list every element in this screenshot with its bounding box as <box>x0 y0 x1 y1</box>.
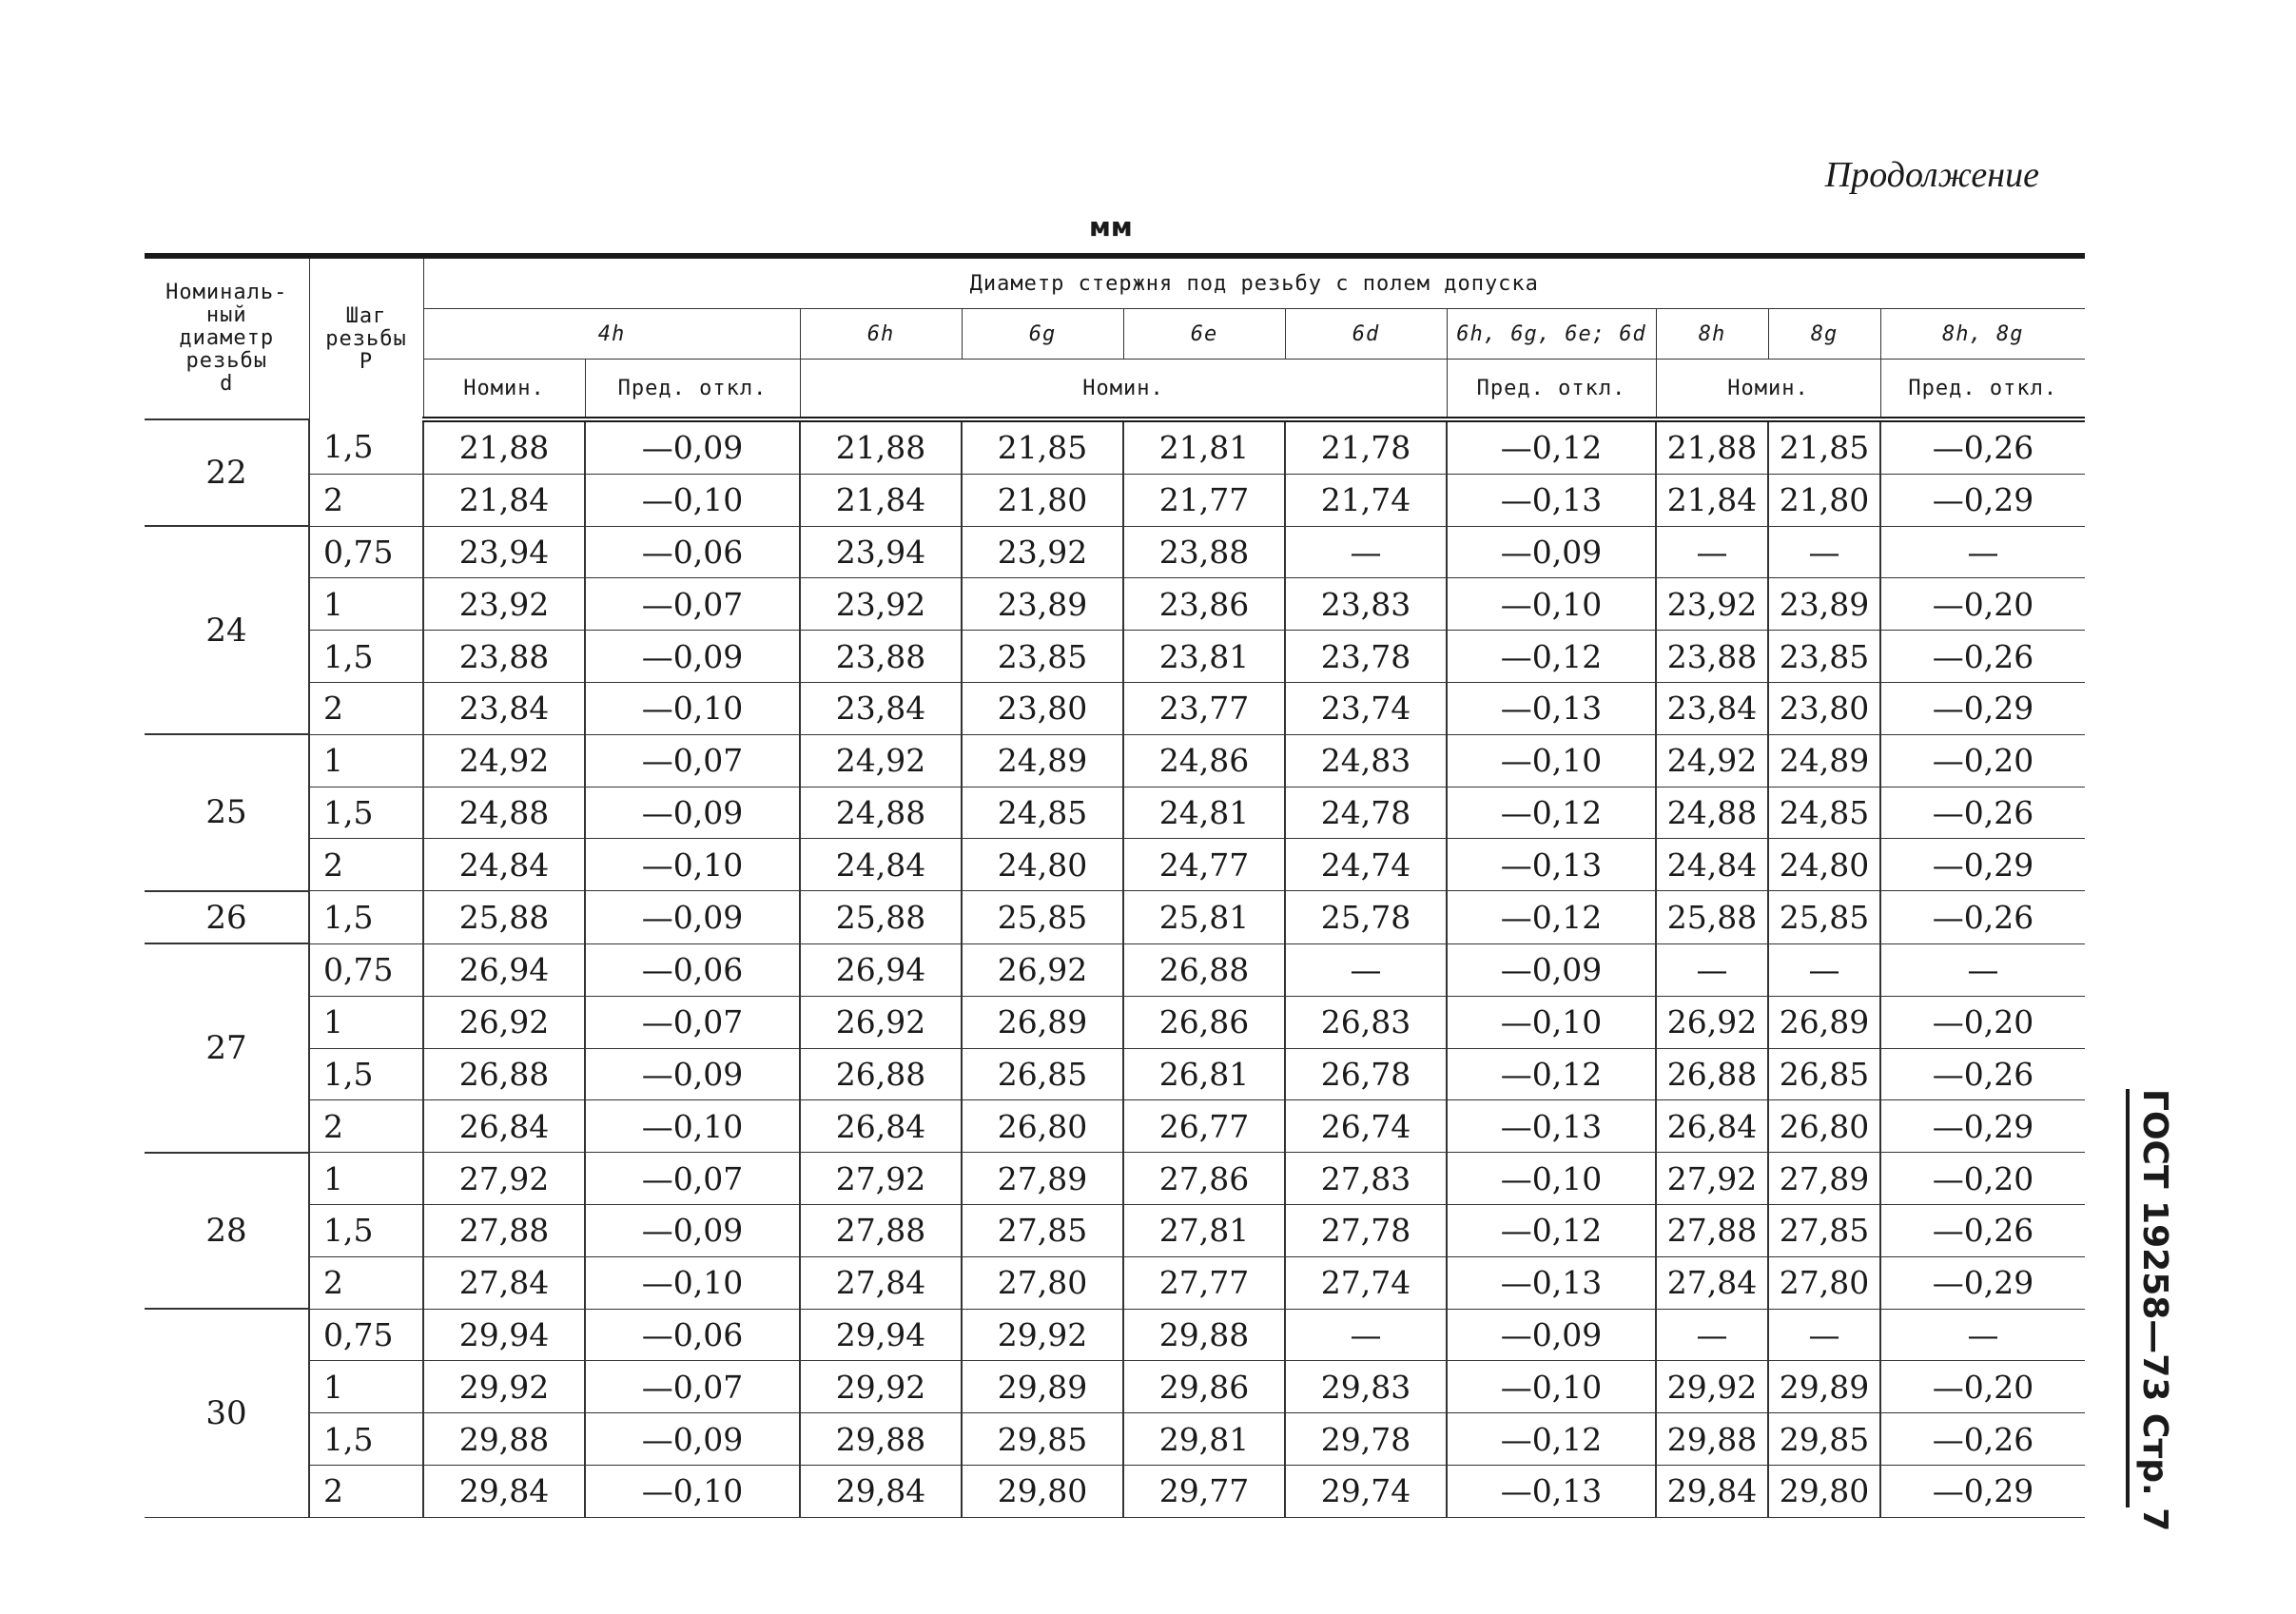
value-cell: 23,78 <box>1285 631 1447 683</box>
value-cell: 23,81 <box>1123 631 1285 683</box>
value-cell: 27,74 <box>1285 1256 1447 1309</box>
table-row <box>145 943 2085 996</box>
value-cell: —0,07 <box>585 578 800 631</box>
value-cell: —0,09 <box>585 631 800 683</box>
value-cell: 24,86 <box>1123 734 1285 787</box>
value-cell: —0,26 <box>1880 787 2085 839</box>
value-cell: —0,12 <box>1447 1204 1656 1256</box>
table-row <box>145 891 2085 944</box>
value-cell: 29,86 <box>1123 1361 1285 1413</box>
value-cell: 29,85 <box>962 1413 1123 1466</box>
value-cell: —0,12 <box>1447 787 1656 839</box>
value-cell: 29,92 <box>1656 1361 1768 1413</box>
nominal-diameter-cell: 26 <box>145 891 309 944</box>
pitch-cell: 1,5 <box>309 891 423 944</box>
value-cell: —0,10 <box>1447 996 1656 1048</box>
value-cell: 26,84 <box>423 1100 585 1153</box>
value-cell: 26,89 <box>962 996 1123 1048</box>
value-cell: —0,26 <box>1880 631 2085 683</box>
pitch-cell: 2 <box>309 1100 423 1153</box>
value-cell: 23,74 <box>1285 682 1447 734</box>
value-cell: 29,88 <box>1123 1309 1285 1361</box>
value-cell: 24,74 <box>1285 839 1447 891</box>
header-tol-8-deviation: 8h, 8g <box>1880 309 2085 360</box>
value-cell: 29,94 <box>423 1309 585 1361</box>
value-cell: —0,10 <box>585 474 800 526</box>
value-cell: —0,26 <box>1880 891 2085 944</box>
header-tol-6e: 6e <box>1123 309 1285 360</box>
value-cell: 23,94 <box>800 526 962 578</box>
value-cell: 27,84 <box>800 1256 962 1309</box>
nominal-diameter-cell: 24 <box>145 526 309 734</box>
value-cell: —0,09 <box>585 891 800 944</box>
value-cell: 23,88 <box>1656 631 1768 683</box>
value-cell: — <box>1285 526 1447 578</box>
value-cell: — <box>1768 943 1880 996</box>
pitch-cell: 1 <box>309 1153 423 1205</box>
value-cell: 23,83 <box>1285 578 1447 631</box>
pitch-cell: 1,5 <box>309 631 423 683</box>
value-cell: — <box>1768 1309 1880 1361</box>
value-cell: — <box>1880 526 2085 578</box>
value-cell: —0,20 <box>1880 1153 2085 1205</box>
header-tol-8h: 8h <box>1656 309 1768 360</box>
value-cell: 21,84 <box>800 474 962 526</box>
value-cell: 25,88 <box>423 891 585 944</box>
value-cell: 29,84 <box>800 1465 962 1517</box>
nominal-diameter-cell: 22 <box>145 419 309 526</box>
header-group-title: Диаметр стержня под резьбу с полем допуска <box>423 256 2085 309</box>
value-cell: — <box>1768 526 1880 578</box>
value-cell: 24,92 <box>800 734 962 787</box>
value-cell: 21,77 <box>1123 474 1285 526</box>
value-cell: 24,81 <box>1123 787 1285 839</box>
value-cell: 23,88 <box>1123 526 1285 578</box>
pitch-cell: 1 <box>309 1361 423 1413</box>
value-cell: 27,85 <box>962 1204 1123 1256</box>
value-cell: 25,81 <box>1123 891 1285 944</box>
value-cell: 23,94 <box>423 526 585 578</box>
value-cell: 27,80 <box>1768 1256 1880 1309</box>
table-row <box>145 1048 2085 1100</box>
header-tol-6h: 6h <box>800 309 962 360</box>
value-cell: —0,26 <box>1880 1204 2085 1256</box>
value-cell: 26,92 <box>800 996 962 1048</box>
pitch-cell: 1,5 <box>309 1204 423 1256</box>
pitch-cell: 2 <box>309 1465 423 1517</box>
value-cell: — <box>1285 943 1447 996</box>
table-row <box>145 631 2085 683</box>
value-cell: —0,07 <box>585 1361 800 1413</box>
pitch-cell: 1,5 <box>309 1413 423 1466</box>
value-cell: —0,29 <box>1880 1100 2085 1153</box>
value-cell: —0,09 <box>585 1413 800 1466</box>
value-cell: —0,29 <box>1880 1256 2085 1309</box>
value-cell: —0,26 <box>1880 1048 2085 1100</box>
pitch-cell: 1 <box>309 734 423 787</box>
value-cell: —0,26 <box>1880 419 2085 474</box>
pitch-cell: 1 <box>309 996 423 1048</box>
value-cell: 23,92 <box>962 526 1123 578</box>
value-cell: 29,89 <box>962 1361 1123 1413</box>
value-cell: —0,20 <box>1880 1361 2085 1413</box>
value-cell: —0,12 <box>1447 1413 1656 1466</box>
value-cell: 26,88 <box>800 1048 962 1100</box>
value-cell: 24,84 <box>423 839 585 891</box>
value-cell: —0,12 <box>1447 631 1656 683</box>
value-cell: 26,78 <box>1285 1048 1447 1100</box>
table-row <box>145 996 2085 1048</box>
value-cell: 29,88 <box>1656 1413 1768 1466</box>
value-cell: 21,84 <box>1656 474 1768 526</box>
value-cell: —0,13 <box>1447 839 1656 891</box>
value-cell: 26,80 <box>1768 1100 1880 1153</box>
value-cell: 29,88 <box>800 1413 962 1466</box>
value-cell: 26,77 <box>1123 1100 1285 1153</box>
value-cell: — <box>1656 943 1768 996</box>
header-deviation-4h: Пред. откл. <box>585 360 800 420</box>
pitch-cell: 1,5 <box>309 787 423 839</box>
table-row <box>145 839 2085 891</box>
table-row <box>145 578 2085 631</box>
value-cell: — <box>1285 1309 1447 1361</box>
value-cell: 29,80 <box>1768 1465 1880 1517</box>
value-cell: 23,92 <box>800 578 962 631</box>
value-cell: —0,29 <box>1880 474 2085 526</box>
value-cell: 29,78 <box>1285 1413 1447 1466</box>
value-cell: —0,12 <box>1447 891 1656 944</box>
header-nominal-4h: Номин. <box>423 360 585 420</box>
value-cell: 21,81 <box>1123 419 1285 474</box>
value-cell: 27,83 <box>1285 1153 1447 1205</box>
value-cell: 29,92 <box>423 1361 585 1413</box>
value-cell: —0,09 <box>1447 1309 1656 1361</box>
value-cell: —0,12 <box>1447 419 1656 474</box>
value-cell: —0,10 <box>585 1465 800 1517</box>
value-cell: 26,85 <box>962 1048 1123 1100</box>
value-cell: 25,85 <box>1768 891 1880 944</box>
value-cell: 27,77 <box>1123 1256 1285 1309</box>
value-cell: 24,80 <box>962 839 1123 891</box>
table-row <box>145 1413 2085 1466</box>
value-cell: 24,88 <box>800 787 962 839</box>
value-cell: — <box>1880 1309 2085 1361</box>
value-cell: 23,80 <box>962 682 1123 734</box>
pitch-cell: 0,75 <box>309 943 423 996</box>
value-cell: 23,92 <box>1656 578 1768 631</box>
header-tol-8g: 8g <box>1768 309 1880 360</box>
side-stamp <box>2126 1089 2183 1532</box>
value-cell: — <box>1656 1309 1768 1361</box>
standard-page-label: ГОСТ 19258—73 Стр. 7 <box>2135 1089 2174 1532</box>
nominal-diameter-cell: 28 <box>145 1153 309 1309</box>
pitch-cell: 1,5 <box>309 419 423 474</box>
value-cell: 25,78 <box>1285 891 1447 944</box>
value-cell: 26,84 <box>1656 1100 1768 1153</box>
value-cell: 24,92 <box>1656 734 1768 787</box>
value-cell: 27,88 <box>1656 1204 1768 1256</box>
value-cell: 26,92 <box>962 943 1123 996</box>
value-cell: —0,07 <box>585 734 800 787</box>
value-cell: —0,09 <box>585 1204 800 1256</box>
table-row <box>145 682 2085 734</box>
value-cell: 23,85 <box>962 631 1123 683</box>
value-cell: 21,88 <box>423 419 585 474</box>
value-cell: 29,88 <box>423 1413 585 1466</box>
table-row <box>145 1100 2085 1153</box>
value-cell: 24,85 <box>962 787 1123 839</box>
value-cell: 24,84 <box>1656 839 1768 891</box>
value-cell: —0,10 <box>1447 1153 1656 1205</box>
value-cell: 25,85 <box>962 891 1123 944</box>
value-cell: —0,13 <box>1447 474 1656 526</box>
value-cell: 21,88 <box>800 419 962 474</box>
value-cell: 29,92 <box>962 1309 1123 1361</box>
value-cell: 29,84 <box>1656 1465 1768 1517</box>
value-cell: —0,09 <box>585 1048 800 1100</box>
table-row <box>145 1361 2085 1413</box>
value-cell: 26,89 <box>1768 996 1880 1048</box>
value-cell: 24,89 <box>1768 734 1880 787</box>
table-row <box>145 474 2085 526</box>
value-cell: 26,94 <box>423 943 585 996</box>
value-cell: 26,86 <box>1123 996 1285 1048</box>
value-cell: 24,89 <box>962 734 1123 787</box>
value-cell: 21,85 <box>1768 419 1880 474</box>
nominal-diameter-cell: 25 <box>145 734 309 890</box>
value-cell: 23,89 <box>1768 578 1880 631</box>
header-nominal-6: Номин. <box>800 360 1447 420</box>
value-cell: —0,07 <box>585 996 800 1048</box>
value-cell: 29,84 <box>423 1465 585 1517</box>
value-cell: 26,88 <box>1123 943 1285 996</box>
value-cell: 24,88 <box>1656 787 1768 839</box>
table-row <box>145 787 2085 839</box>
table-row <box>145 1309 2085 1361</box>
value-cell: 26,88 <box>423 1048 585 1100</box>
value-cell: 21,88 <box>1656 419 1768 474</box>
value-cell: 23,84 <box>800 682 962 734</box>
value-cell: —0,09 <box>585 419 800 474</box>
value-cell: 29,85 <box>1768 1413 1880 1466</box>
value-cell: —0,13 <box>1447 1256 1656 1309</box>
header-tol-6d: 6d <box>1285 309 1447 360</box>
value-cell: —0,10 <box>585 682 800 734</box>
value-cell: 23,88 <box>800 631 962 683</box>
value-cell: —0,10 <box>585 1256 800 1309</box>
value-cell: 27,88 <box>800 1204 962 1256</box>
value-cell: — <box>1880 943 2085 996</box>
value-cell: —0,13 <box>1447 682 1656 734</box>
value-cell: 23,84 <box>423 682 585 734</box>
value-cell: 27,81 <box>1123 1204 1285 1256</box>
value-cell: 24,77 <box>1123 839 1285 891</box>
value-cell: 24,85 <box>1768 787 1880 839</box>
value-cell: —0,07 <box>585 1153 800 1205</box>
value-cell: 23,89 <box>962 578 1123 631</box>
value-cell: 21,80 <box>962 474 1123 526</box>
pitch-cell: 2 <box>309 474 423 526</box>
value-cell: 26,81 <box>1123 1048 1285 1100</box>
header-tol-6g: 6g <box>962 309 1123 360</box>
value-cell: 27,89 <box>1768 1153 1880 1205</box>
value-cell: —0,29 <box>1880 839 2085 891</box>
value-cell: —0,10 <box>1447 1361 1656 1413</box>
value-cell: —0,13 <box>1447 1465 1656 1517</box>
table-row <box>145 734 2085 787</box>
table-row <box>145 1256 2085 1309</box>
value-cell: 26,84 <box>800 1100 962 1153</box>
thread-diameter-table <box>145 253 2085 1518</box>
value-cell: 27,92 <box>800 1153 962 1205</box>
value-cell: 24,88 <box>423 787 585 839</box>
header-tol-4h: 4h <box>423 309 800 360</box>
value-cell: 26,80 <box>962 1100 1123 1153</box>
value-cell: —0,12 <box>1447 1048 1656 1100</box>
value-cell: 24,92 <box>423 734 585 787</box>
header-tol-6-deviation: 6h, 6g, 6e; 6d <box>1447 309 1656 360</box>
value-cell: —0,09 <box>1447 526 1656 578</box>
value-cell: —0,10 <box>585 1100 800 1153</box>
value-cell: 29,92 <box>800 1361 962 1413</box>
value-cell: 27,92 <box>1656 1153 1768 1205</box>
table-row <box>145 1204 2085 1256</box>
value-cell: 21,84 <box>423 474 585 526</box>
value-cell: 29,83 <box>1285 1361 1447 1413</box>
value-cell: —0,13 <box>1447 1100 1656 1153</box>
value-cell: —0,29 <box>1880 1465 2085 1517</box>
table-row <box>145 1465 2085 1517</box>
header-pitch: Шаг резьбы P <box>309 256 423 419</box>
value-cell: 27,92 <box>423 1153 585 1205</box>
value-cell: 24,78 <box>1285 787 1447 839</box>
value-cell: 27,78 <box>1285 1204 1447 1256</box>
value-cell: —0,10 <box>585 839 800 891</box>
value-cell: 27,88 <box>423 1204 585 1256</box>
value-cell: 23,86 <box>1123 578 1285 631</box>
value-cell: 24,84 <box>800 839 962 891</box>
value-cell: 24,83 <box>1285 734 1447 787</box>
value-cell: —0,06 <box>585 1309 800 1361</box>
value-cell: 27,84 <box>1656 1256 1768 1309</box>
value-cell: 24,80 <box>1768 839 1880 891</box>
value-cell: —0,06 <box>585 943 800 996</box>
value-cell: 27,80 <box>962 1256 1123 1309</box>
table-row <box>145 526 2085 578</box>
value-cell: 26,83 <box>1285 996 1447 1048</box>
value-cell: 23,88 <box>423 631 585 683</box>
value-cell: 21,74 <box>1285 474 1447 526</box>
value-cell: —0,09 <box>585 787 800 839</box>
value-cell: —0,26 <box>1880 1413 2085 1466</box>
value-cell: 23,92 <box>423 578 585 631</box>
value-cell: —0,29 <box>1880 682 2085 734</box>
value-cell: 29,80 <box>962 1465 1123 1517</box>
value-cell: —0,20 <box>1880 578 2085 631</box>
value-cell: 26,94 <box>800 943 962 996</box>
header-nominal-8: Номин. <box>1656 360 1880 420</box>
pitch-cell: 1 <box>309 578 423 631</box>
header-deviation-8: Пред. откл. <box>1880 360 2085 420</box>
nominal-diameter-cell: 30 <box>145 1309 309 1517</box>
table-body <box>145 419 2085 1517</box>
value-cell: 23,77 <box>1123 682 1285 734</box>
pitch-cell: 2 <box>309 839 423 891</box>
value-cell: 27,86 <box>1123 1153 1285 1205</box>
value-cell: 27,84 <box>423 1256 585 1309</box>
value-cell: 29,74 <box>1285 1465 1447 1517</box>
continuation-label: Продолжение <box>1824 155 2039 195</box>
value-cell: 23,80 <box>1768 682 1880 734</box>
units-label: мм <box>1089 211 1133 243</box>
value-cell: — <box>1656 526 1768 578</box>
table-row <box>145 419 2085 474</box>
pitch-cell: 2 <box>309 1256 423 1309</box>
value-cell: 21,85 <box>962 419 1123 474</box>
value-cell: 29,94 <box>800 1309 962 1361</box>
pitch-cell: 1,5 <box>309 1048 423 1100</box>
value-cell: —0,06 <box>585 526 800 578</box>
value-cell: 26,85 <box>1768 1048 1880 1100</box>
value-cell: 23,85 <box>1768 631 1880 683</box>
value-cell: 29,81 <box>1123 1413 1285 1466</box>
value-cell: —0,10 <box>1447 734 1656 787</box>
pitch-cell: 0,75 <box>309 526 423 578</box>
value-cell: —0,20 <box>1880 996 2085 1048</box>
value-cell: 21,80 <box>1768 474 1880 526</box>
value-cell: 27,85 <box>1768 1204 1880 1256</box>
value-cell: 23,84 <box>1656 682 1768 734</box>
value-cell: 29,89 <box>1768 1361 1880 1413</box>
pitch-cell: 2 <box>309 682 423 734</box>
header-nominal-diameter: Номиналь- ный диаметр резьбы d <box>145 256 309 419</box>
value-cell: 26,92 <box>423 996 585 1048</box>
table-row <box>145 1153 2085 1205</box>
value-cell: 29,77 <box>1123 1465 1285 1517</box>
value-cell: 26,88 <box>1656 1048 1768 1100</box>
value-cell: 25,88 <box>1656 891 1768 944</box>
value-cell: 26,74 <box>1285 1100 1447 1153</box>
value-cell: —0,09 <box>1447 943 1656 996</box>
value-cell: 26,92 <box>1656 996 1768 1048</box>
nominal-diameter-cell: 27 <box>145 943 309 1152</box>
value-cell: —0,10 <box>1447 578 1656 631</box>
value-cell: 21,78 <box>1285 419 1447 474</box>
pitch-cell: 0,75 <box>309 1309 423 1361</box>
value-cell: —0,20 <box>1880 734 2085 787</box>
value-cell: 25,88 <box>800 891 962 944</box>
value-cell: 27,89 <box>962 1153 1123 1205</box>
header-deviation-6: Пред. откл. <box>1447 360 1656 420</box>
